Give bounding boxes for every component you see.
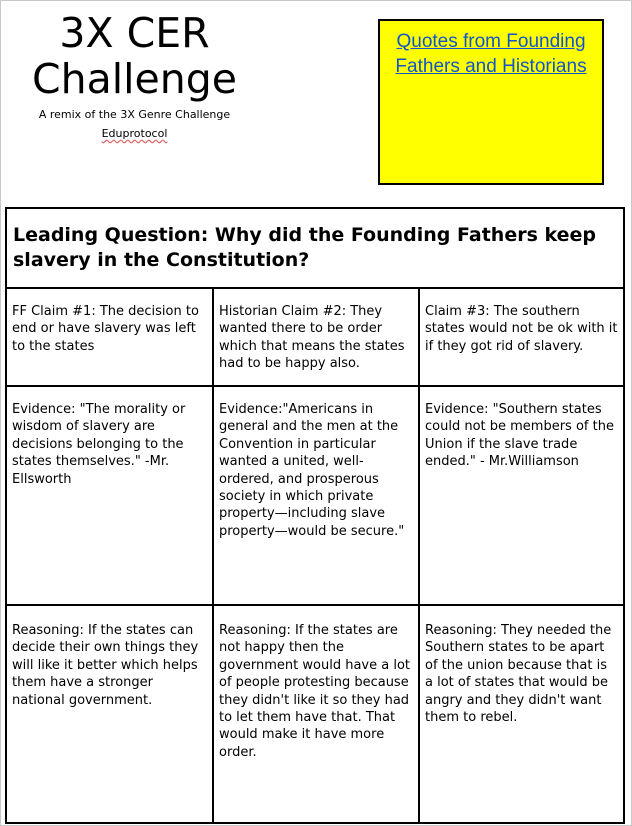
- reasoning-cell-2: Reasoning: If the states are not happy then the government would have a lot of people protesting because they didn't like it so they had to let them have that. That would make it have more order.: [214, 606, 420, 822]
- leading-question-row: [7, 209, 623, 289]
- page-title-line-1: 3X CER: [59, 9, 210, 57]
- claim-cell-3: Claim #3: The southern states would not be ok with it if they got rid of slavery.: [420, 289, 623, 387]
- reasoning-cell-1: Reasoning: If the states can decide their own things they will like it better which helps them have a stronger national government.: [7, 606, 214, 822]
- reasoning-cell-3: Reasoning: They needed the Southern states to be apart of the union because that is a lot of states that would be angry and they didn't want them to rebel.: [425, 623, 612, 726]
- title-block: [12, 10, 257, 141]
- evidence-cell-3: Evidence: "Southern states could not be members of the Union if the slave trade ended." - Mr.Williamson: [420, 387, 623, 606]
- claim-cell-1: FF Claim #1: The decision to end or have slavery was left to the states: [7, 289, 214, 387]
- quotes-link[interactable]: Quotes from Founding Fathers and Historians: [395, 31, 587, 77]
- cer-table: [5, 207, 625, 824]
- quotes-link-box: [378, 19, 604, 185]
- subtitle-eduprotocol: Eduprotocol: [101, 127, 168, 140]
- leading-question: Leading Question: Why did the Founding Fathers keep slavery in the Constitution?: [13, 224, 596, 271]
- evidence-cell-1: Evidence: "The morality or wisdom of slavery are decisions belonging to the states themselves." -Mr. Ellsworth: [7, 387, 214, 606]
- evidence-cell-2: Evidence:"Americans in general and the men at the Convention in particular wanted a united, well-ordered, and prosperous society in which private property—including slave property—would be secure.": [214, 387, 420, 606]
- claim-cell-2: Historian Claim #2: They wanted there to be order which that means the states had to be happy also.: [214, 289, 420, 387]
- page-title-line-2: Challenge: [32, 55, 237, 103]
- subtitle: A remix of the 3X Genre Challenge: [38, 108, 231, 121]
